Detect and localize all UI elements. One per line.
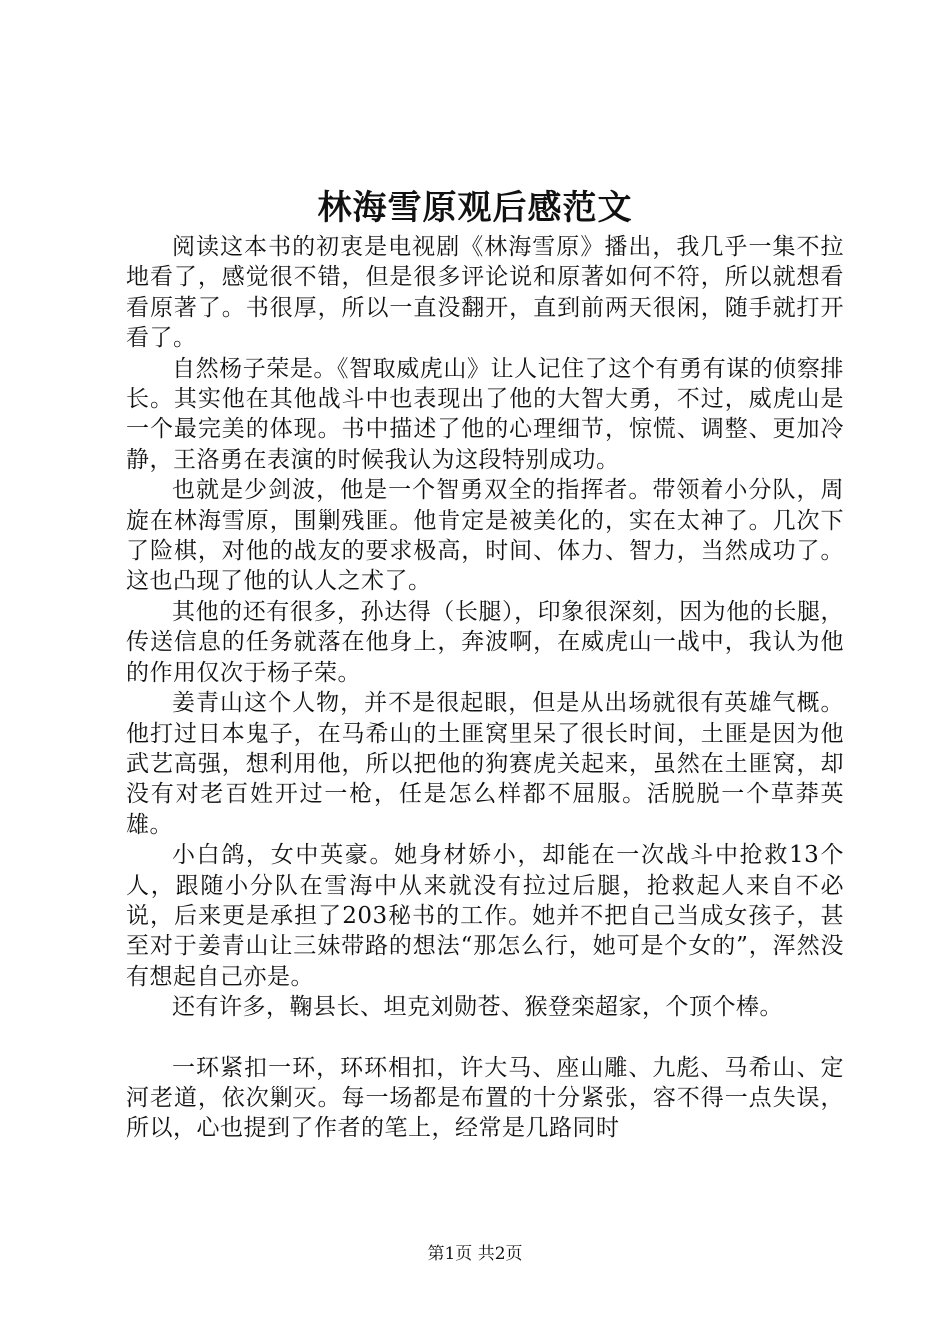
paragraph-7: 还有许多，鞠县长、坦克刘勋苍、猴登栾超家，个顶个棒。 (172, 994, 783, 1021)
paragraph-4: 其他的还有很多，孙达得（长腿），印象很深刻，因为他的长腿，传送信息的任务就落在他身上，奔波啊，在威虎山一战中，我认为他的作用仅次于杨子荣。 (126, 598, 844, 686)
document-body (126, 232, 844, 1144)
paragraph-3: 也就是少剑波，他是一个智勇双全的指挥者。带领着小分队，周旋在林海雪原，围剿残匪。他肯定是被美化的，实在太神了。几次下了险棋，对他的战友的要求极高，时间、体力、智力，当然成功了。这也凸现了他的认人之术了。 (126, 477, 844, 595)
paragraph-8: 一环紧扣一环，环环相扣，许大马、座山雕、九彪、马希山、定河老道，依次剿灭。每一场都是布置的十分紧张，容不得一点失误，所以，心也提到了作者的笔上，经常是几路同时 (126, 1054, 844, 1142)
paragraph-1: 阅读这本书的初衷是电视剧《林海雪原》播出，我几乎一集不拉地看了，感觉很不错，但是很多评论说和原著如何不符，所以就想看看原著了。书很厚，所以一直没翻开，直到前两天很闲，随手就打开看了。 (126, 234, 844, 352)
paragraph-2: 自然杨子荣是。《智取威虎山》让人记住了这个有勇有谋的侦察排长。其实他在其他战斗中也表现出了他的大智大勇，不过，威虎山是一个最完美的体现。书中描述了他的心理细节，惊慌、调整、更加冷静，王洛勇在表演的时候我认为这段特别成功。 (126, 355, 844, 473)
paragraph-6: 小白鸽，女中英豪。她身材娇小，却能在一次战斗中抢救13个人，跟随小分队在雪海中从来就没有拉过后腿，抢救起人来自不必说，后来更是承担了203秘书的工作。她并不把自己当成女孩子，甚至对于姜青山让三妹带路的想法“那怎么行，她可是个女的”，浑然没有想起自己亦是。 (126, 842, 844, 990)
document-title: 林海雪原观后感范文 (317, 188, 633, 228)
page-footer: 第1页 共2页 (427, 1244, 523, 1264)
paragraph-5: 姜青山这个人物，并不是很起眼，但是从出场就很有英雄气概。他打过日本鬼子，在马希山的土匪窝里呆了很长时间，土匪是因为他武艺高强，想利用他，所以把他的狗赛虎关起来，虽然在土匪窝，却没有对老百姓开过一枪，任是怎么样都不屈服。活脱脱一个草莽英雄。 (126, 690, 844, 838)
